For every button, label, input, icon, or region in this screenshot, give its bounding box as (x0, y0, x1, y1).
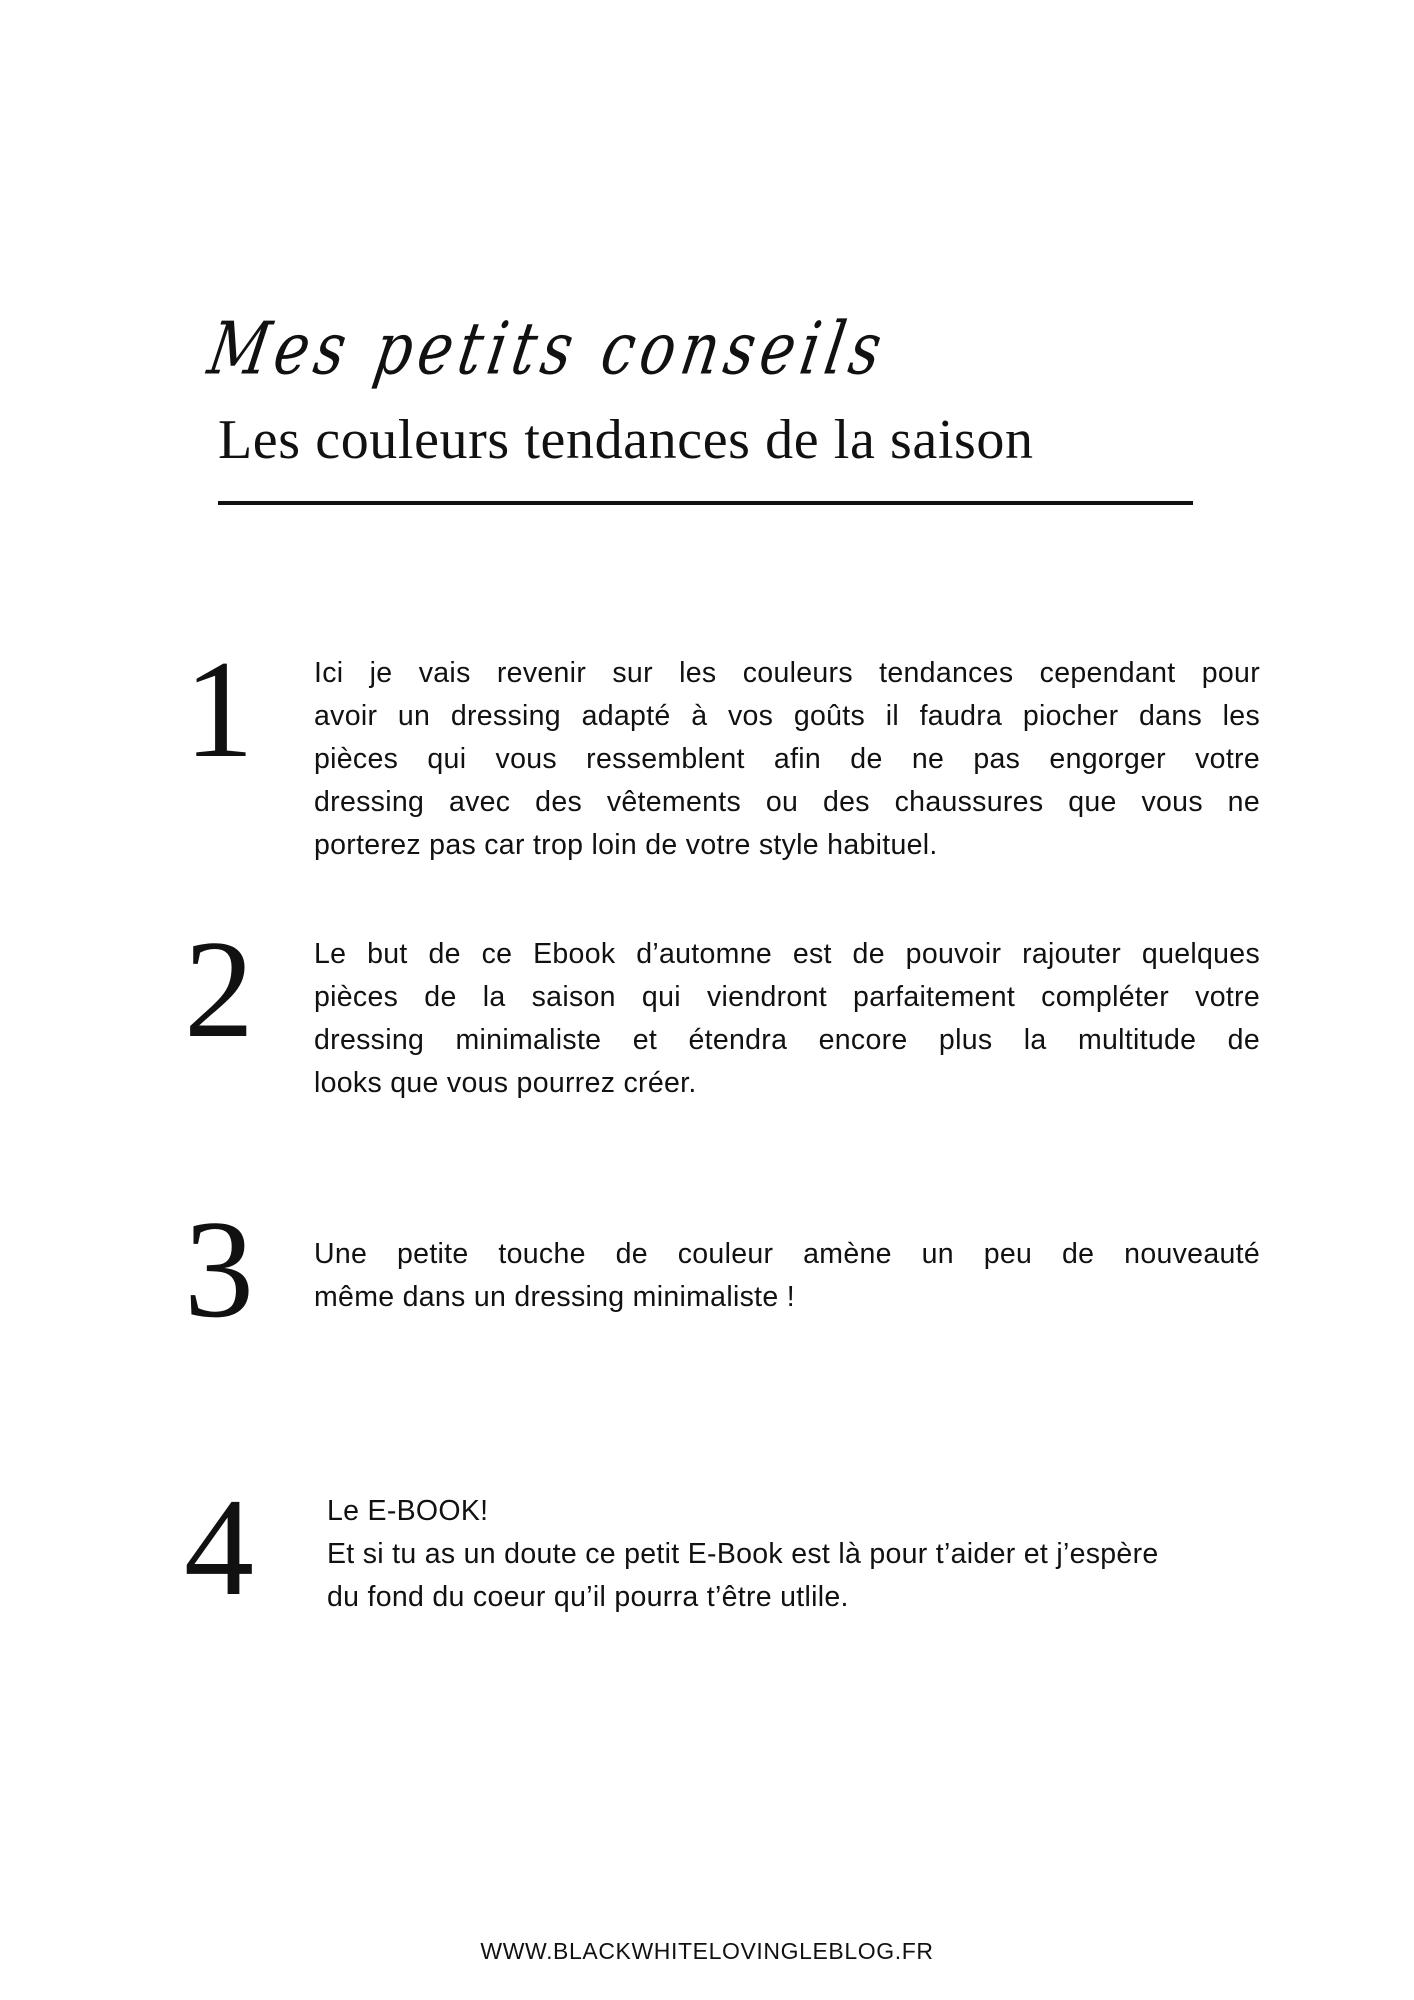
text-line: looks que vous pourrez créer. (314, 1067, 697, 1099)
script-heading: Mes petits conseils (202, 305, 894, 391)
text-line: du fond du coeur qu’il pourra t’être utlile. (327, 1581, 849, 1613)
text-line: Le E-BOOK! (327, 1495, 489, 1527)
item-text-1 (314, 652, 1260, 867)
text-line: porterez pas car trop loin de votre style habituel. (314, 829, 938, 861)
footer-website: WWW.BLACKWHITELOVINGLEBLOG.FR (480, 1938, 934, 1964)
item-number-2: 2 (184, 912, 254, 1067)
item-text-3 (314, 1233, 1260, 1319)
text-line: pièces qui vous ressemblent afin de ne pas engorger votre (314, 743, 1260, 775)
title-divider (218, 501, 1193, 505)
text-line: même dans un dressing minimaliste ! (314, 1281, 795, 1313)
text-line: dressing minimaliste et étendra encore plus la multitude de (314, 1024, 1260, 1056)
item-number-1: 1 (184, 632, 254, 787)
item-number-3: 3 (184, 1192, 254, 1347)
text-line: Ici je vais revenir sur les couleurs tendances cependant pour (314, 657, 1260, 689)
text-line: Le but de ce Ebook d’automne est de pouvoir rajouter quelques (314, 938, 1260, 970)
item-text-4 (327, 1490, 1287, 1619)
item-text-2 (314, 933, 1260, 1105)
text-line: avoir un dressing adapté à vos goûts il faudra piocher dans les (314, 700, 1260, 732)
text-line: pièces de la saison qui viendront parfaitement compléter votre (314, 981, 1260, 1013)
item-number-4: 4 (184, 1470, 254, 1625)
text-line: dressing avec des vêtements ou des chaussures que vous ne (314, 786, 1260, 818)
text-line: Et si tu as un doute ce petit E-Book est là pour t’aider et j’espère (327, 1538, 1159, 1570)
text-line: Une petite touche de couleur amène un peu de nouveauté (314, 1238, 1260, 1270)
page-title: Les couleurs tendances de la saison (218, 409, 1034, 471)
